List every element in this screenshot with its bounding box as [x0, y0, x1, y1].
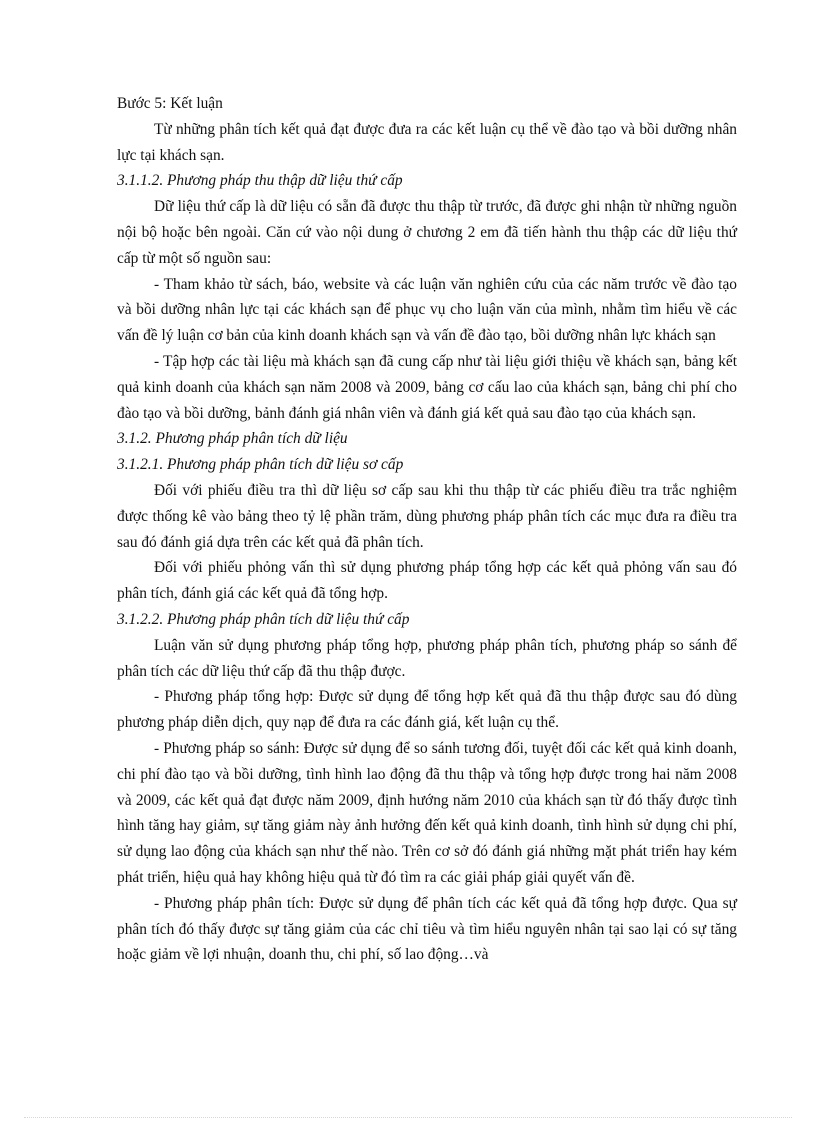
section-heading: 3.1.2. Phương pháp phân tích dữ liệu — [117, 430, 348, 448]
paragraph: - Tham khảo từ sách, báo, website và các luận văn nghiên cứu của các năm trước về đào tạo và bồi dưỡng nhân lực tại các khách sạn để phục vụ cho luận văn của mình, nhằm tìm hiểu về các vấn đề lý luận cơ bản của kinh doanh khách sạn và vấn đề đào tạo, bồi dưỡng nhân lực khách sạn — [117, 275, 737, 345]
page-bottom-divider — [24, 1117, 792, 1118]
section-heading: 3.1.2.2. Phương pháp phân tích dữ liệu thứ cấp — [117, 610, 410, 628]
paragraph: Đối với phiếu điều tra thì dữ liệu sơ cấp sau khi thu thập từ các phiếu điều tra trắc nghiệm được thống kê vào bảng theo tỷ lệ phần trăm, dùng phương pháp phân tích các mục đưa ra điều tra sau đó đánh giá dựa trên các kết quả đã phân tích. — [117, 481, 737, 551]
paragraph: Luận văn sử dụng phương pháp tổng hợp, phương pháp phân tích, phương pháp so sánh để phân tích các dữ liệu thứ cấp đã thu thập được. — [117, 636, 737, 680]
paragraph: - Tập hợp các tài liệu mà khách sạn đã cung cấp như tài liệu giới thiệu về khách sạn, bảng kết quả kinh doanh của khách sạn năm 2008 và 2009, bảng cơ cấu lao của khách sạn, bảng chi phí cho đào tạo và bồi dưỡng, bảnh đánh giá nhân viên và đánh giá kết quả sau đào tạo của khách sạn. — [117, 352, 737, 422]
section-heading: 3.1.2.1. Phương pháp phân tích dữ liệu sơ cấp — [117, 456, 404, 474]
paragraph: - Phương pháp tổng hợp: Được sử dụng để tổng hợp kết quả đã thu thập được sau đó dùng phương pháp diễn dịch, quy nạp để đưa ra các đánh giá, kết luận cụ thể. — [117, 688, 737, 732]
paragraph: - Phương pháp so sánh: Được sử dụng để so sánh tương đối, tuyệt đối các kết quả kinh doanh, chi phí đào tạo và bồi dưỡng, tình hình lao động đã thu thập và tổng hợp được trong hai năm 2008 và 2009, các kết quả đạt được năm 2009, định hướng năm 2010 của khách sạn từ đó thấy được tình hình tăng hay giảm, sự tăng giảm này ảnh hưởng đến kết quả kinh doanh, tình hình sử dụng chi phí, sử dụng lao động của khách sạn như thế nào. Trên cơ sở đó đánh giá những mặt phát triển hay kém phát triển, hiệu quả hay không hiệu quả từ đó tìm ra các giải pháp giải quyết vấn đề. — [117, 739, 737, 886]
section-heading: 3.1.1.2. Phương pháp thu thập dữ liệu thứ cấp — [117, 172, 403, 190]
paragraph: - Phương pháp phân tích: Được sử dụng để phân tích các kết quả đã tổng hợp được. Qua sự phân tích đó thấy được sự tăng giảm của các chỉ tiêu và tìm hiểu nguyên nhân tại sao lại có sự tăng hoặc giảm về lợi nhuận, doanh thu, chi phí, số lao động…và — [117, 894, 737, 964]
step-label: Bước 5: Kết luận — [117, 95, 223, 112]
document-page — [117, 91, 737, 968]
paragraph: Từ những phân tích kết quả đạt được đưa ra các kết luận cụ thể về đào tạo và bồi dưỡng nhân lực tại khách sạn. — [117, 120, 737, 164]
paragraph: Đối với phiếu phỏng vấn thì sử dụng phương pháp tổng hợp các kết quả phỏng vấn sau đó phân tích, đánh giá các kết quả đã tổng hợp. — [117, 559, 737, 603]
paragraph: Dữ liệu thứ cấp là dữ liệu có sẵn đã được thu thập từ trước, đã được ghi nhận từ những nguồn nội bộ hoặc bên ngoài. Căn cứ vào nội dung ở chương 2 em đã tiến hành thu thập các dữ liệu thứ cấp từ một số nguồn sau: — [117, 198, 737, 267]
